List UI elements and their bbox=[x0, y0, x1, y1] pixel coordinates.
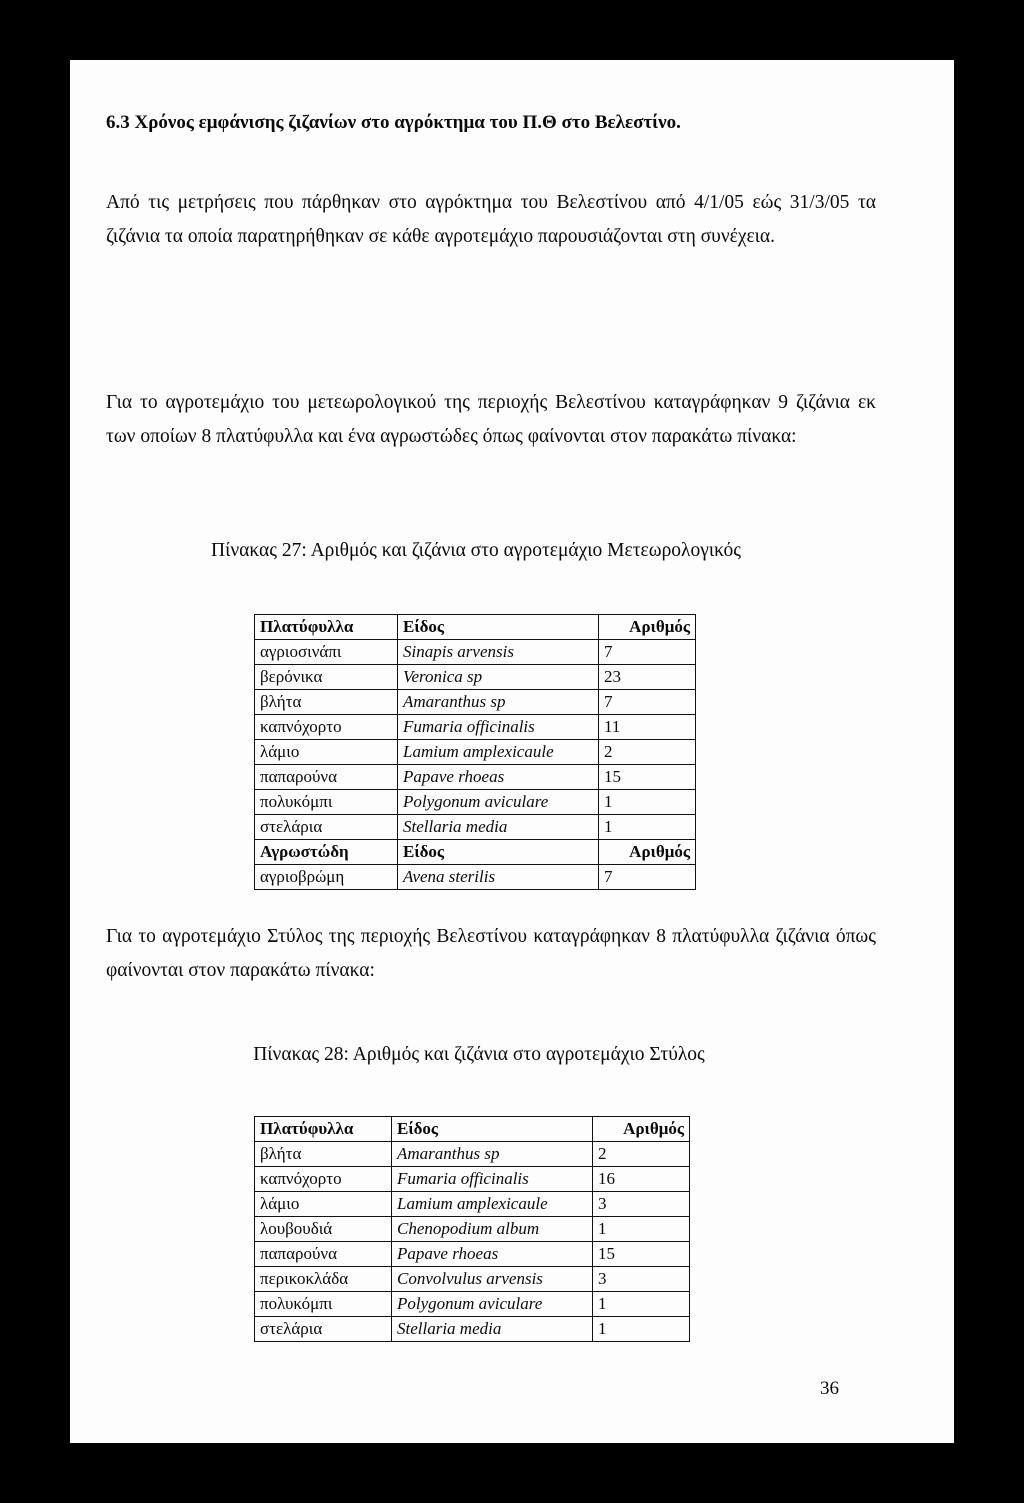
common-name: πολυκόμπι bbox=[255, 1292, 392, 1317]
document-page bbox=[70, 60, 954, 1443]
table-row bbox=[255, 815, 696, 840]
header-species: Είδος bbox=[392, 1117, 593, 1142]
common-name: βερόνικα bbox=[255, 665, 398, 690]
table-row bbox=[255, 1142, 690, 1167]
table-row bbox=[255, 1217, 690, 1242]
table-row bbox=[255, 665, 696, 690]
table-27-caption: Πίνακας 27: Αριθμός και ζιζάνια στο αγροτεμάχιο Μετεωρολογικός bbox=[211, 540, 741, 561]
table-subheader-row bbox=[255, 840, 696, 865]
table-row bbox=[255, 715, 696, 740]
count: 7 bbox=[599, 865, 696, 890]
common-name: βλήτα bbox=[255, 1142, 392, 1167]
header-species: Είδος bbox=[398, 615, 599, 640]
table-row bbox=[255, 865, 696, 890]
count: 1 bbox=[599, 815, 696, 840]
table-row bbox=[255, 1292, 690, 1317]
common-name: αγριοβρώμη bbox=[255, 865, 398, 890]
common-name: πολυκόμπι bbox=[255, 790, 398, 815]
count: 16 bbox=[593, 1167, 690, 1192]
header-grasses: Αγρωστώδη bbox=[255, 840, 398, 865]
common-name: βλήτα bbox=[255, 690, 398, 715]
species-name: Papave rhoeas bbox=[392, 1242, 593, 1267]
count: 7 bbox=[599, 640, 696, 665]
table-28-caption: Πίνακας 28: Αριθμός και ζιζάνια στο αγροτεμάχιο Στύλος bbox=[253, 1044, 705, 1065]
header-broadleaf: Πλατύφυλλα bbox=[255, 615, 398, 640]
header-count: Αριθμός bbox=[593, 1117, 690, 1142]
species-name: Sinapis arvensis bbox=[398, 640, 599, 665]
common-name: λουβουδιά bbox=[255, 1217, 392, 1242]
species-name: Fumaria officinalis bbox=[398, 715, 599, 740]
count: 1 bbox=[593, 1217, 690, 1242]
table-row bbox=[255, 1317, 690, 1342]
table-row bbox=[255, 790, 696, 815]
count: 2 bbox=[593, 1142, 690, 1167]
species-name: Amaranthus sp bbox=[398, 690, 599, 715]
count: 15 bbox=[593, 1242, 690, 1267]
common-name: παπαρούνα bbox=[255, 765, 398, 790]
species-name: Polygonum aviculare bbox=[398, 790, 599, 815]
species-name: Polygonum aviculare bbox=[392, 1292, 593, 1317]
common-name: καπνόχορτο bbox=[255, 1167, 392, 1192]
species-name: Chenopodium album bbox=[392, 1217, 593, 1242]
count: 1 bbox=[599, 790, 696, 815]
meteo-paragraph: Για το αγροτεμάχιο του μετεωρολογικού της περιοχής Βελεστίνου καταγράφηκαν 9 ζιζάνια εκ των οποίων 8 πλατύφυλλα και ένα αγρωστώδες όπως φαίνονται στον παρακάτω πίνακα: bbox=[106, 392, 876, 447]
count: 1 bbox=[593, 1317, 690, 1342]
header-count: Αριθμός bbox=[599, 615, 696, 640]
species-name: Lamium amplexicaule bbox=[398, 740, 599, 765]
common-name: αγριοσινάπι bbox=[255, 640, 398, 665]
species-name: Lamium amplexicaule bbox=[392, 1192, 593, 1217]
species-name: Avena sterilis bbox=[398, 865, 599, 890]
common-name: περικοκλάδα bbox=[255, 1267, 392, 1292]
species-name: Fumaria officinalis bbox=[392, 1167, 593, 1192]
section-heading: 6.3 Χρόνος εμφάνισης ζιζανίων στο αγρόκτημα του Π.Θ στο Βελεστίνο. bbox=[106, 112, 681, 133]
header-broadleaf: Πλατύφυλλα bbox=[255, 1117, 392, 1142]
intro-paragraph: Από τις μετρήσεις που πάρθηκαν στο αγρόκτημα του Βελεστίνου από 4/1/05 εώς 31/3/05 τα ζιζάνια τα οποία παρατηρήθηκαν σε κάθε αγροτεμάχιο παρουσιάζονται στη συνέχεια. bbox=[106, 192, 876, 247]
table-row bbox=[255, 1242, 690, 1267]
table-row bbox=[255, 765, 696, 790]
species-name: Stellaria media bbox=[392, 1317, 593, 1342]
table-header-row bbox=[255, 615, 696, 640]
species-name: Convolvulus arvensis bbox=[392, 1267, 593, 1292]
species-name: Amaranthus sp bbox=[392, 1142, 593, 1167]
species-name: Papave rhoeas bbox=[398, 765, 599, 790]
count: 7 bbox=[599, 690, 696, 715]
count: 3 bbox=[593, 1267, 690, 1292]
table-header-row bbox=[255, 1117, 690, 1142]
common-name: στελάρια bbox=[255, 1317, 392, 1342]
count: 15 bbox=[599, 765, 696, 790]
count: 3 bbox=[593, 1192, 690, 1217]
table-27 bbox=[254, 614, 696, 890]
common-name: λάμιο bbox=[255, 1192, 392, 1217]
count: 2 bbox=[599, 740, 696, 765]
count: 11 bbox=[599, 715, 696, 740]
header-count: Αριθμός bbox=[599, 840, 696, 865]
count: 23 bbox=[599, 665, 696, 690]
common-name: καπνόχορτο bbox=[255, 715, 398, 740]
count: 1 bbox=[593, 1292, 690, 1317]
table-row bbox=[255, 1167, 690, 1192]
table-row bbox=[255, 640, 696, 665]
common-name: λάμιο bbox=[255, 740, 398, 765]
species-name: Stellaria media bbox=[398, 815, 599, 840]
table-row bbox=[255, 690, 696, 715]
table-28 bbox=[254, 1116, 690, 1342]
table-row bbox=[255, 1192, 690, 1217]
common-name: στελάρια bbox=[255, 815, 398, 840]
header-species: Είδος bbox=[398, 840, 599, 865]
page-number: 36 bbox=[820, 1378, 839, 1399]
table-row bbox=[255, 1267, 690, 1292]
stylos-paragraph: Για το αγροτεμάχιο Στύλος της περιοχής Βελεστίνου καταγράφηκαν 8 πλατύφυλλα ζιζάνια όπως φαίνονται στον παρακάτω πίνακα: bbox=[106, 926, 876, 981]
common-name: παπαρούνα bbox=[255, 1242, 392, 1267]
species-name: Veronica sp bbox=[398, 665, 599, 690]
table-row bbox=[255, 740, 696, 765]
